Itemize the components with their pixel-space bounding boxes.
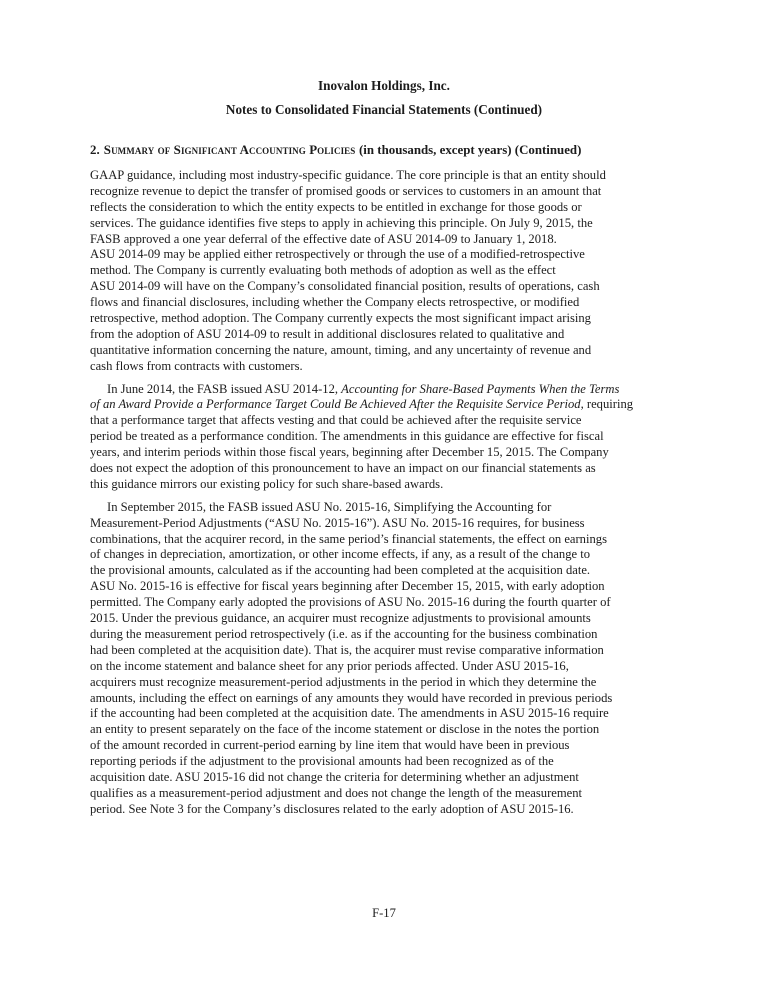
paragraphs-container [90, 168, 686, 825]
text-line: reflects the consideration to which the entity expects to be entitled in exchange for those goods or [90, 199, 582, 214]
text-line: of the amount recorded in current-period earning by line item that would have been in previous [90, 738, 570, 753]
text-line: retrospective, method adoption. The Company currently expects the most significant impact arising [90, 311, 591, 326]
text-line: on the income statement and balance sheet for any prior periods affected. Under ASU 2015-16, [90, 658, 569, 673]
text-line: an entity to present separately on the face of the income statement or disclose in the notes the portion [90, 722, 600, 737]
text-line: had been completed at the acquisition date). That is, the acquirer must revise comparative information [90, 642, 604, 657]
text-line: from the adoption of ASU 2014-09 to result in additional disclosures related to qualitative and [90, 326, 565, 341]
text-line: qualifies as a measurement-period adjustment and does not change the length of the measurement [90, 785, 583, 800]
text-line: permitted. The Company early adopted the provisions of ASU No. 2015-16 during the fourth quarter of [90, 595, 611, 610]
text-line: years, and interim periods within those fiscal years, beginning after December 15, 2015. The Company [90, 445, 609, 460]
text-line: of changes in depreciation, amortization, or other income effects, if any, as a result of the change to [90, 547, 591, 562]
text-line: ASU 2014-09 may be applied either retrospectively or through the use of a modified-retrospective [90, 247, 585, 262]
company-name: Inovalon Holdings, Inc. [318, 78, 450, 93]
page-number: F-17 [372, 906, 396, 920]
text-line: flows and financial disclosures, including whether the Company elects retrospective, or modified [90, 295, 580, 310]
paragraph [90, 168, 686, 375]
text-line: recognize revenue to depict the transfer of promised goods or services to customers in an amount that [90, 183, 602, 198]
text-line: acquisition date. ASU 2015-16 did not change the criteria for determining whether an adjustment [90, 769, 579, 784]
text-line: reporting periods if the adjustment to the provisional amounts had been recognized as of the [90, 754, 554, 769]
text-line: FASB approved a one year deferral of the effective date of ASU 2014-09 to January 1, 2018. [90, 231, 557, 246]
text-line: if the accounting had been completed at the acquisition date. The amendments in ASU 2015-16 require [90, 706, 609, 721]
text-line: In June 2014, the FASB issued ASU 2014-12, Accounting for Share-Based Payments When the Terms [107, 381, 620, 396]
text-line: period be treated as a performance condition. The amendments in this guidance are effective for fiscal [90, 429, 604, 444]
text-line: the provisional amounts, calculated as if the accounting had been completed at the acquisition date. [90, 563, 591, 578]
section-heading [90, 142, 686, 158]
text-line: combinations, that the acquirer record, in the same period’s financial statements, the effect on earnings [90, 531, 607, 546]
text-line: this guidance mirrors our existing policy for such share-based awards. [90, 476, 444, 491]
text-line: method. The Company is currently evaluating both methods of adoption as well as the effect [90, 263, 556, 278]
section-title: Summary of Significant Accounting Policies [103, 143, 356, 157]
text-line: 2015. Under the previous guidance, an acquirer must recognize adjustments to provisional amounts [90, 611, 591, 626]
text-line: acquirers must recognize measurement-period adjustments in the period in which they determine the [90, 674, 597, 689]
section-number: 2. [90, 143, 100, 157]
text-line: ASU No. 2015-16 is effective for fiscal years beginning after December 15, 2015, with early adoption [90, 579, 605, 594]
page-footer [0, 906, 768, 921]
text-line: amounts, including the effect on earnings of any amounts they would have recorded in previous periods [90, 690, 613, 705]
text-line: services. The guidance identifies five steps to apply in achieving this principle. On July 9, 2015, the [90, 215, 593, 230]
text-line: during the measurement period retrospectively (i.e. as if the accounting for the business combination [90, 626, 598, 641]
text-line: ASU 2014-09 will have on the Company’s consolidated financial position, results of operations, cash [90, 279, 600, 294]
page-header [0, 78, 768, 118]
text-line: In September 2015, the FASB issued ASU No. 2015-16, Simplifying the Accounting for [107, 499, 552, 514]
text-line: quantitative information concerning the nature, amount, timing, and any uncertainty of revenue and [90, 342, 592, 357]
text-line: Measurement-Period Adjustments (“ASU No. 2015-16”). ASU No. 2015-16 requires, for business [90, 515, 585, 530]
paragraph [90, 382, 686, 493]
section-suffix: (in thousands, except years) (Continued) [359, 143, 582, 157]
text-line: GAAP guidance, including most industry-specific guidance. The core principle is that an entity should [90, 168, 606, 182]
text-line: period. See Note 3 for the Company’s disclosures related to the early adoption of ASU 2015-16. [90, 801, 574, 816]
paragraph [90, 500, 686, 818]
text-line: cash flows from contracts with customers. [90, 358, 303, 373]
statements-subtitle: Notes to Consolidated Financial Statements (Continued) [225, 102, 543, 117]
text-line: that a performance target that affects vesting and that could be achieved after the requisite service [90, 413, 582, 428]
text-line: of an Award Provide a Performance Target Could Be Achieved After the Requisite Service Period, requiring [90, 397, 634, 412]
text-line: does not expect the adoption of this pronouncement to have an impact on our financial statements as [90, 461, 596, 476]
